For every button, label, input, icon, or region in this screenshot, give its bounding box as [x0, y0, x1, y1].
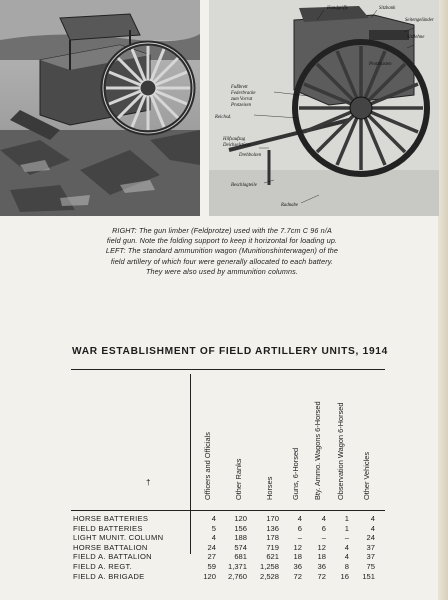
- caption-line: field artillery of which four were generally allocated to each battery.: [110, 256, 334, 266]
- table-cell: 681: [234, 552, 247, 562]
- table-cell: 574: [234, 542, 247, 552]
- label-deichselstutze: Deichselstütze: [223, 143, 251, 148]
- table-cell: 719: [266, 542, 279, 552]
- table-cell: 156: [234, 523, 247, 533]
- table-row: [73, 514, 393, 524]
- table-cell: 12: [317, 542, 326, 552]
- label-sitzbank: Sitzbank: [379, 6, 396, 11]
- table-cell: 75: [366, 562, 375, 571]
- table-cell: –: [344, 533, 349, 543]
- table-cell: 4: [344, 542, 349, 552]
- table-cell: 178: [266, 533, 279, 543]
- table-cell: 4: [370, 523, 375, 533]
- column-header-observation-wagon: Observation Wagon 6-Horsed: [336, 402, 345, 500]
- table-header-rule: [71, 510, 385, 511]
- column-header-ammo-wagons: Bty. Ammo. Wagons 6-Horsed: [313, 401, 322, 500]
- column-header-officers: Officers and Officials: [203, 432, 212, 500]
- table-cell: 6: [321, 523, 326, 533]
- label-handgriffe: Handgriffe: [327, 6, 349, 11]
- table-cell: 5: [211, 523, 216, 533]
- table-cell: 72: [317, 571, 326, 581]
- table-cell: 72: [293, 571, 302, 581]
- table-cell: 4: [370, 514, 375, 523]
- column-header-guns: Guns, 6-Horsed: [291, 447, 300, 500]
- table-row: [73, 572, 393, 582]
- row-label: FIELD A. BATTALION: [73, 552, 152, 562]
- table-cell: 4: [211, 514, 216, 523]
- table-cell: 27: [207, 552, 216, 562]
- label-federbracke: Federbracke: [231, 91, 256, 96]
- table-cell: 4: [344, 552, 349, 562]
- table-row: [73, 543, 393, 553]
- page-edge: [438, 0, 448, 600]
- label-reichsd: Reichsd.: [215, 115, 232, 120]
- table-top-rule: [71, 369, 385, 370]
- column-header-other-ranks: Other Ranks: [234, 458, 243, 500]
- caption-line: They were also used by ammunition columns.: [145, 266, 299, 276]
- table-cell: 36: [317, 562, 326, 571]
- table-cell: 8: [344, 562, 349, 571]
- table-cell: 36: [293, 562, 302, 571]
- table-cell: 1,258: [259, 562, 279, 571]
- label-hilfsaufzug: Hilfsaufzug: [223, 137, 246, 142]
- table-cell: 151: [362, 571, 375, 581]
- caption-line: RIGHT: The gun limber (Feldprotze) used with the 7.7cm C 96 n/A: [112, 226, 332, 235]
- table-cell: 4: [211, 533, 216, 543]
- column-header-horses: Horses: [265, 476, 274, 500]
- table-cell: 16: [340, 571, 349, 581]
- table-cell: –: [297, 533, 302, 543]
- table-cell: 37: [366, 552, 375, 562]
- table-title: WAR ESTABLISHMENT OF FIELD ARTILLERY UNITS, 1914: [72, 346, 389, 357]
- row-label: LIGHT MUNIT. COLUMN: [73, 533, 164, 543]
- table-cell: 136: [266, 523, 279, 533]
- photo-caption: [44, 226, 400, 277]
- table-cell: 37: [366, 542, 375, 552]
- table-row: [73, 533, 393, 543]
- table-cell: 4: [297, 514, 302, 523]
- table-cell: 18: [293, 552, 302, 562]
- label-drehbolzen: Drehbolzen: [239, 153, 262, 158]
- table-cell: 2,760: [227, 571, 247, 581]
- table-cell: 188: [234, 533, 247, 543]
- caption-line: field gun. Note the folding support to keep it horizontal for loading up.: [106, 236, 338, 246]
- table-cell: 120: [234, 514, 247, 523]
- table-row: [73, 562, 393, 572]
- ammunition-wagon-photo: [0, 0, 200, 216]
- label-protzkasten: Protzkasten: [369, 62, 392, 67]
- table-row: [73, 552, 393, 562]
- label-sitzlehne: Sitzlehne: [407, 35, 425, 40]
- row-label: FIELD A. REGT.: [73, 562, 133, 571]
- table-cell: 120: [203, 571, 216, 581]
- table-cell: 2,528: [259, 571, 279, 581]
- gun-limber-photo: [209, 0, 439, 216]
- label-beschlagteile: Beschlagteile: [231, 183, 257, 188]
- row-label: FIELD BATTERIES: [73, 523, 143, 533]
- row-label: FIELD A. BRIGADE: [73, 571, 145, 581]
- table-cell: 59: [207, 562, 216, 571]
- table-cell: 24: [207, 542, 216, 552]
- caption-line: LEFT: The standard ammunition wagon (Munitionshinterwagen) of the: [105, 246, 339, 256]
- row-label: HORSE BATTERIES: [73, 514, 149, 523]
- table-cell: 1: [344, 514, 349, 523]
- table-cell: 4: [321, 514, 326, 523]
- table-cell: 1: [344, 523, 349, 533]
- table-cell: 1,371: [227, 562, 247, 571]
- table-cell: 24: [366, 533, 375, 543]
- table-cell: 170: [266, 514, 279, 523]
- table-cell: 6: [297, 523, 302, 533]
- label-protzeisen: Protzeisen: [231, 103, 252, 108]
- table-cell: 18: [317, 552, 326, 562]
- column-header-other-vehicles: Other Vehicles: [362, 451, 371, 500]
- table-row: [73, 524, 393, 534]
- label-radnabe: Radnabe: [281, 203, 299, 208]
- label-fussbrett: Fußbrett: [231, 85, 248, 90]
- table-cell: –: [321, 533, 326, 543]
- table-cell: 12: [293, 542, 302, 552]
- label-vorrat: zum Vorrat: [231, 97, 253, 102]
- table-cell: 621: [266, 552, 279, 562]
- table-marker: †: [146, 478, 151, 487]
- row-label: HORSE BATTALION: [73, 542, 148, 552]
- label-seitengelander: Seitengeländer: [405, 18, 434, 23]
